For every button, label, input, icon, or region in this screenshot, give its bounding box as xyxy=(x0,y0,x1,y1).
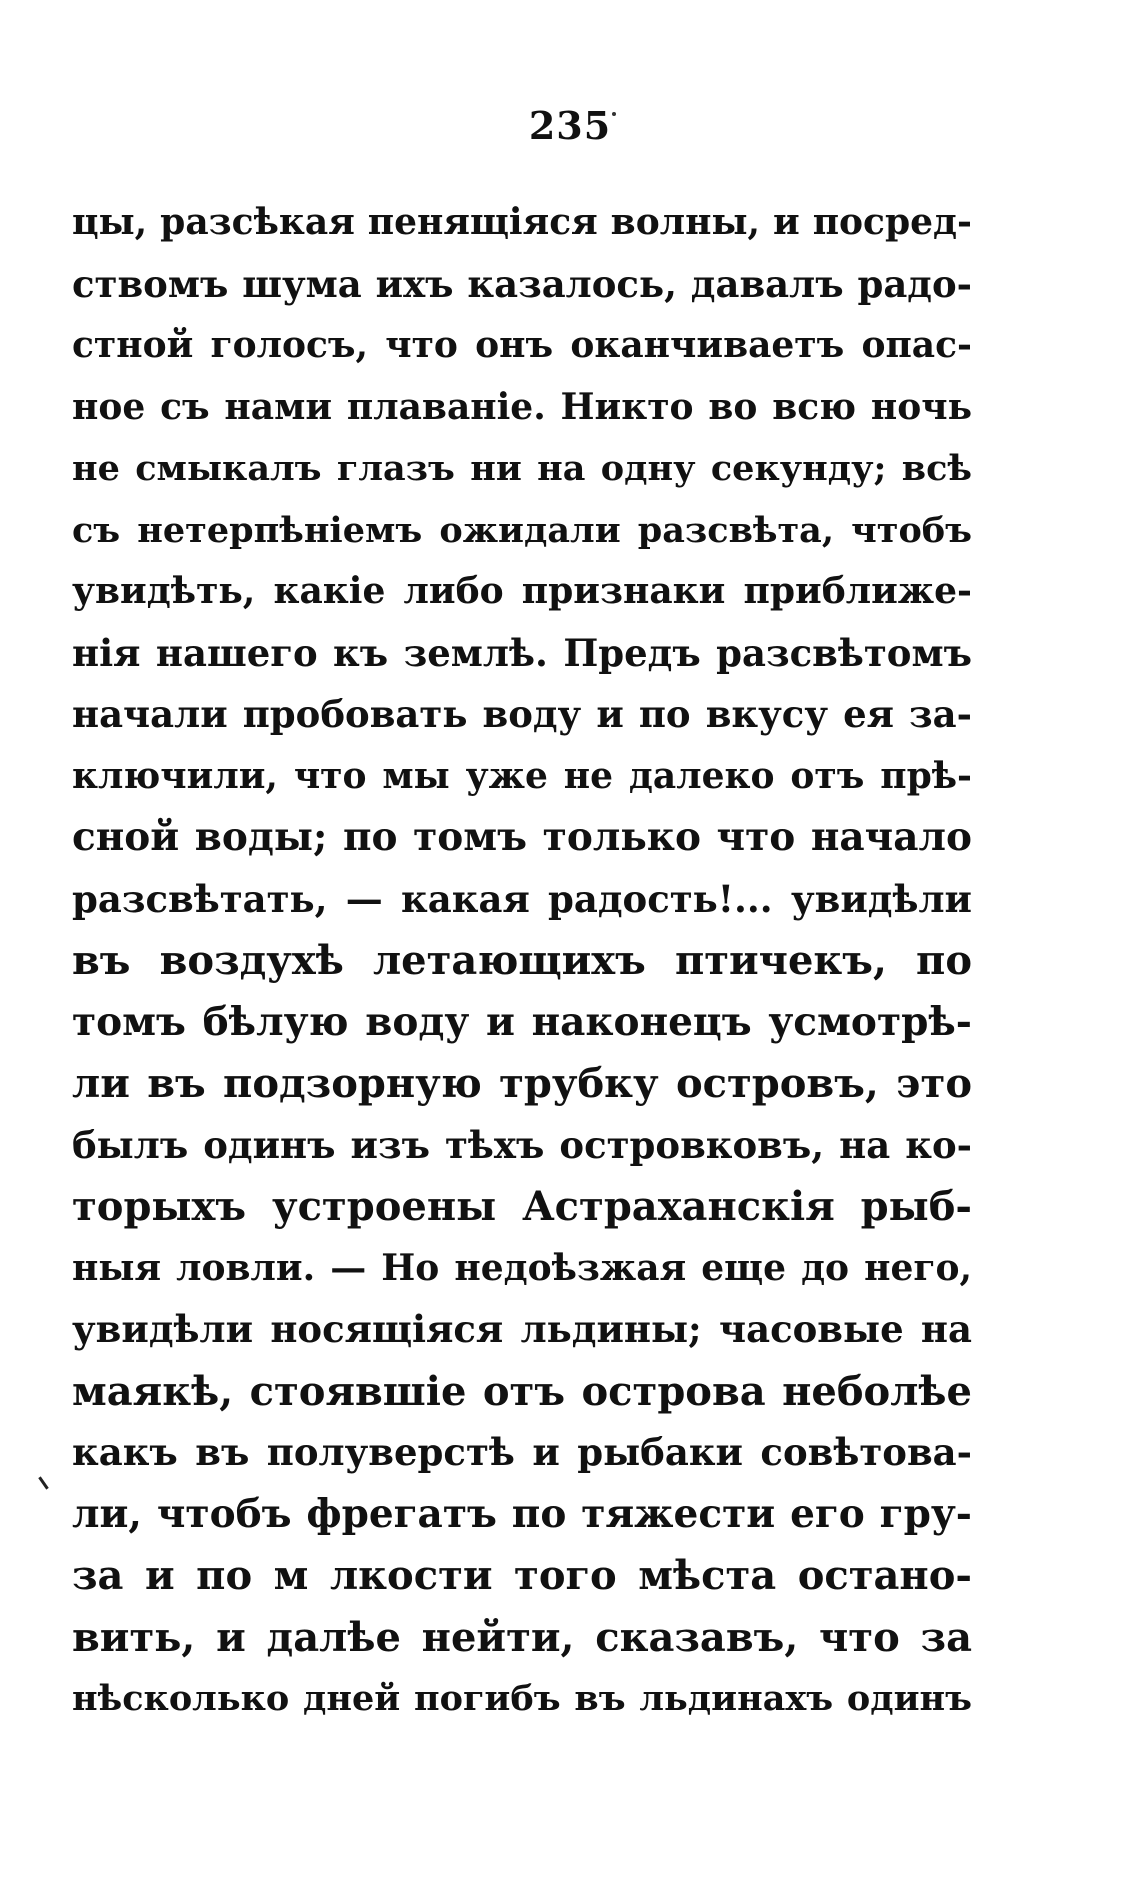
text-line: ключили, что мы уже не далеко отъ прѣ- xyxy=(72,754,972,797)
text-line: сной воды; по томъ только что начало xyxy=(72,814,972,860)
text-line: ствомъ шума ихъ казалось, давалъ радо- xyxy=(72,261,972,306)
text-line: ное съ нами плаваніе. Никто во всю ночь xyxy=(72,385,972,428)
text-line: не смыкалъ глазъ ни на одну секунду; всѣ xyxy=(72,448,972,489)
text-line: разсвѣтать, — какая радость!... увидѣли xyxy=(72,876,972,921)
page-number: 235 xyxy=(528,103,612,148)
ink-mark xyxy=(38,1476,48,1489)
text-line: начали пробовать воду и по вкусу ея за- xyxy=(72,692,972,736)
text-line: ли, чтобъ фрегатъ по тяжести его гру- xyxy=(72,1490,972,1537)
text-line: маякѣ, стоявшіе отъ острова неболѣе xyxy=(72,1367,972,1415)
text-line: какъ въ полуверстѣ и рыбаки совѣтова- xyxy=(72,1430,972,1474)
text-line: за и по м лкости того мѣста остано- xyxy=(72,1552,972,1599)
text-line: томъ бѣлую воду и наконецъ усмотрѣ- xyxy=(72,998,972,1045)
text-line: увидѣли носящіяся льдины; часовые на xyxy=(72,1307,972,1351)
text-line: ли въ подзорную трубку островъ, это xyxy=(72,1060,972,1107)
body-text xyxy=(72,192,972,1730)
text-line: торыхъ устроены Астраханскія рыб- xyxy=(72,1183,972,1230)
text-line: ныя ловли. — Но недоѣзжая еще до него, xyxy=(72,1246,972,1289)
text-line: въ воздухѣ летающихъ птичекъ, по xyxy=(72,937,972,984)
text-line: нѣсколько дней погибъ въ льдинахъ одинъ xyxy=(72,1678,972,1719)
text-line: нія нашего къ землѣ. Предъ разсвѣтомъ xyxy=(72,630,972,675)
text-line: стной голосъ, что онъ оканчиваетъ опас- xyxy=(72,324,972,366)
text-line: былъ одинъ изъ тѣхъ островковъ, на ко- xyxy=(72,1122,972,1167)
text-line: цы, разсѣкая пенящіяся волны, и посред- xyxy=(72,201,972,243)
text-line: вить, и далѣе нейти, сказавъ, что за xyxy=(72,1613,972,1661)
text-line: увидѣть, какіе либо признаки приближе- xyxy=(72,570,972,612)
text-line: съ нетерпѣніемъ ожидали разсвѣта, чтобъ xyxy=(72,509,972,551)
